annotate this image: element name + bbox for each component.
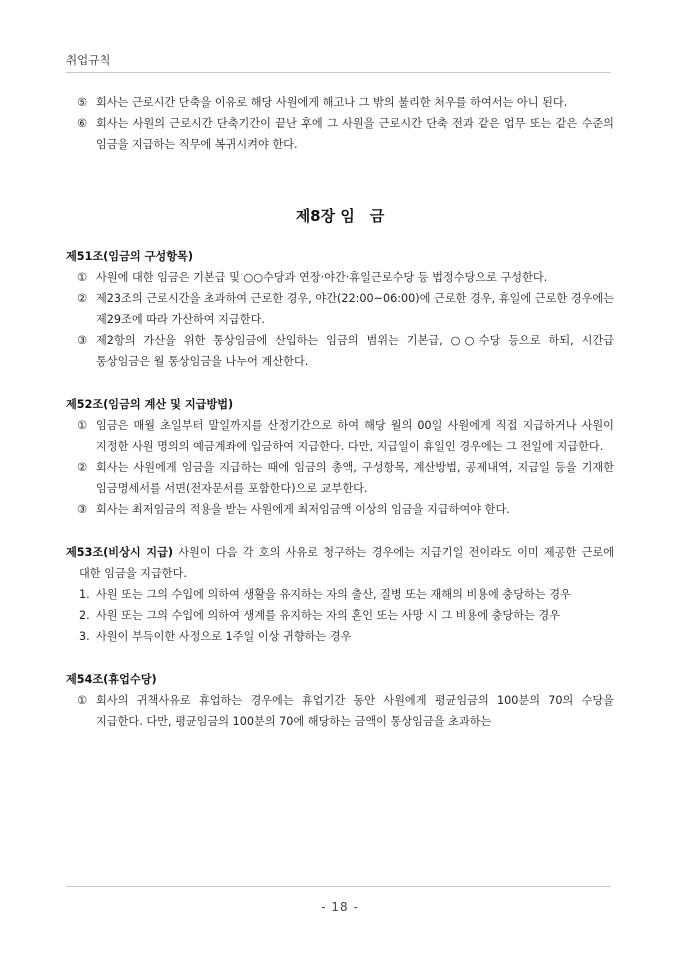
article-53 <box>66 542 614 647</box>
clause-marker: ① <box>77 271 88 284</box>
clause-text: 회사의 귀책사유로 휴업하는 경우에는 휴업기간 동안 사원에게 평균임금의 100분의 70의 수당을 지급한다. 다만, 평균임금의 100분의 70에 해당하는 금액이 통상임금을 초과하는 <box>96 694 614 728</box>
item-marker: 2. <box>79 609 90 622</box>
clause-text: 회사는 근로시간 단축을 이유로 해당 사원에게 해고나 그 밖의 불리한 처우를 하여서는 아니 된다. <box>96 96 568 109</box>
page-number: - 18 - <box>321 900 359 914</box>
clause-marker: ① <box>77 419 88 432</box>
page-content <box>66 92 614 732</box>
clause-marker: ⑥ <box>77 117 88 130</box>
article-52 <box>66 394 614 520</box>
footer-divider <box>66 886 611 887</box>
article-heading: 제53조(비상시 지급) <box>66 546 174 559</box>
clause-1 <box>66 415 614 457</box>
article-lead-text: 사원이 다음 각 호의 사유로 청구하는 경우에는 지급기일 전이라도 이미 제공한 근로에 대한 임금을 지급한다. <box>79 546 614 580</box>
item-marker: 1. <box>79 588 90 601</box>
clause-text: 제23조의 근로시간을 초과하여 근로한 경우, 야간(22:00~06:00)에 근로한 경우, 휴일에 근로한 경우에는 제29조에 따라 가산하여 지급한다. <box>96 292 614 326</box>
clause-text: 제2항의 가산을 위한 통상임금에 산입하는 임금의 범위는 기본급, ○○수당 등으로 하되, 시간급 통상임금은 월 통상임금을 나누어 계산한다. <box>96 334 614 368</box>
clause-text: 회사는 사원의 근로시간 단축기간이 끝난 후에 그 사원을 근로시간 단축 전과 같은 업무 또는 같은 수준의 임금을 지급하는 직무에 복귀시켜야 한다. <box>96 117 614 151</box>
list-item-1 <box>66 584 614 605</box>
article-54 <box>66 669 614 732</box>
clause-marker: ② <box>77 461 88 474</box>
clause-2 <box>66 457 614 499</box>
clause-marker: ⑤ <box>77 96 88 109</box>
clause-marker: ③ <box>77 334 88 347</box>
clause-text: 회사는 사원에게 임금을 지급하는 때에 임금의 총액, 구성항목, 계산방법, 공제내역, 지급일 등을 기재한 임금명세서를 서면(전자문서를 포함한다)으로 교부한다. <box>96 461 614 495</box>
article-lead <box>66 542 614 584</box>
article-heading: 제54조(휴업수당) <box>66 673 157 686</box>
header-divider <box>66 72 611 73</box>
article-heading: 제52조(임금의 계산 및 지급방법) <box>66 398 234 411</box>
item-text: 사원 또는 그의 수입에 의하여 생활을 유지하는 자의 출산, 질병 또는 재해의 비용에 충당하는 경우 <box>96 588 571 601</box>
item-text: 사원이 부득이한 사정으로 1주일 이상 귀향하는 경우 <box>96 630 352 643</box>
document-header-title: 취업규칙 <box>66 53 111 67</box>
item-marker: 3. <box>79 630 90 643</box>
clause-5 <box>66 92 614 113</box>
clause-3 <box>66 330 614 372</box>
clause-marker: ① <box>77 694 88 707</box>
clause-1 <box>66 690 614 732</box>
clause-3 <box>66 499 614 520</box>
clause-1 <box>66 267 614 288</box>
list-item-2 <box>66 605 614 626</box>
article-heading: 제51조(임금의 구성항목) <box>66 250 193 263</box>
clause-text: 사원에 대한 임금은 기본급 및 ○○수당과 연장·야간·휴일근로수당 등 법정수당으로 구성한다. <box>96 271 548 284</box>
clause-6 <box>66 113 614 155</box>
list-item-3 <box>66 626 614 647</box>
clause-marker: ② <box>77 292 88 305</box>
clause-text: 회사는 최저임금의 적용을 받는 사원에게 최저임금액 이상의 임금을 지급하여야 한다. <box>96 503 510 516</box>
article-51 <box>66 246 614 372</box>
chapter-title: 제8장 임 금 <box>295 207 385 225</box>
clause-2 <box>66 288 614 330</box>
item-text: 사원 또는 그의 수입에 의하여 생계를 유지하는 자의 혼인 또는 사망 시 그 비용에 충당하는 경우 <box>96 609 561 622</box>
clause-text: 임금은 매월 초일부터 말일까지를 산정기간으로 하여 해당 월의 00일 사원에게 직접 지급하거나 사원이 지정한 사원 명의의 예금계좌에 입금하여 지급한다. 다만, 지급일이 휴일인 경우에는 그 전일에 지급한다. <box>96 419 614 453</box>
clause-marker: ③ <box>77 503 88 516</box>
